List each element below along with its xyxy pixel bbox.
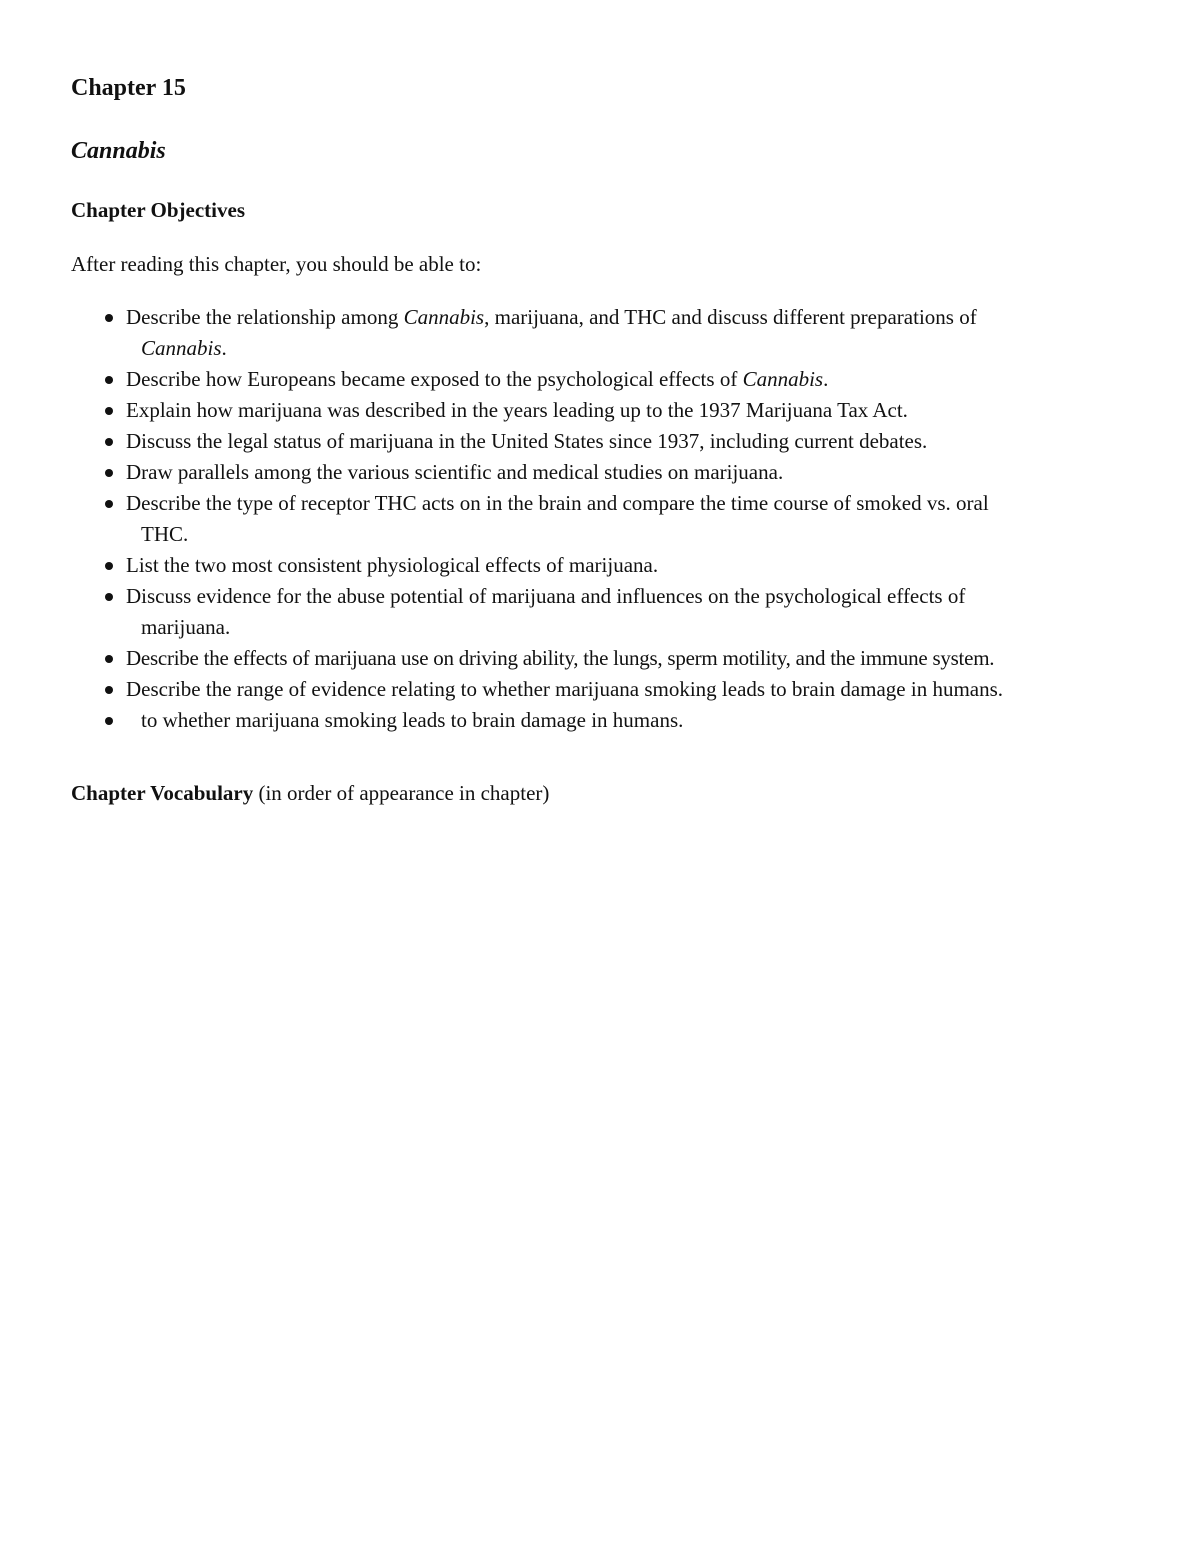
list-item — [71, 302, 1151, 364]
document-page — [71, 70, 1151, 809]
bullet-icon — [105, 469, 113, 477]
list-item — [71, 457, 1151, 488]
item-text: . — [221, 336, 227, 360]
item-text: , marijuana, and THC and discuss different preparations of — [484, 305, 977, 329]
bullet-icon — [105, 314, 113, 322]
chapter-title: Cannabis — [71, 138, 166, 164]
list-item — [71, 364, 1151, 395]
list-item — [71, 550, 1151, 581]
item-text: to whether marijuana smoking leads to brain damage in humans. — [141, 708, 684, 732]
item-text: List the two most consistent physiological effects of marijuana. — [126, 553, 659, 577]
objectives-intro: After reading this chapter, you should be able to: — [71, 252, 482, 276]
bullet-icon — [105, 376, 113, 384]
item-text: Draw parallels among the various scientific and medical studies on marijuana. — [126, 460, 784, 484]
item-continuation: THC. — [141, 522, 189, 546]
item-taxon: Cannabis — [742, 367, 824, 391]
list-item — [71, 705, 1151, 736]
item-text: Describe the type of receptor THC acts on in the brain and compare the time course of smoked vs. oral — [126, 491, 989, 515]
bullet-icon — [105, 500, 113, 508]
bullet-icon — [105, 407, 113, 415]
list-item — [71, 581, 1151, 643]
item-continuation — [126, 333, 1151, 364]
item-text: Explain how marijuana was described in the years leading up to the 1937 Marijuana Tax Act. — [126, 398, 908, 422]
list-item — [71, 643, 1151, 674]
vocabulary-label: Chapter Vocabulary — [71, 781, 254, 805]
bullet-icon — [105, 438, 113, 446]
item-text: Discuss the legal status of marijuana in the United States since 1937, including current debates. — [126, 429, 928, 453]
bullet-icon — [105, 593, 113, 601]
list-item — [71, 488, 1151, 550]
objectives-list — [71, 302, 1151, 736]
item-text: Describe the range of evidence relating to whether marijuana smoking leads to brain damage in humans. — [126, 677, 1004, 701]
chapter-number: Chapter 15 — [71, 75, 186, 101]
item-text: Discuss evidence for the abuse potential of marijuana and influences on the psychological effects of — [126, 584, 966, 608]
objectives-heading: Chapter Objectives — [71, 198, 245, 222]
bullet-icon — [105, 717, 113, 725]
list-item — [71, 395, 1151, 426]
bullet-icon — [105, 655, 113, 663]
item-text: . — [823, 367, 829, 391]
list-item — [71, 674, 1151, 705]
item-continuation: marijuana. — [141, 615, 231, 639]
item-text: Describe the effects of marijuana use on driving ability, the lungs, sperm motility, and the immune system. — [126, 646, 995, 670]
bullet-icon — [105, 562, 113, 570]
vocabulary-note: (in order of appearance in chapter) — [253, 781, 550, 805]
item-text: Describe the relationship among — [126, 305, 404, 329]
item-taxon: Cannabis — [403, 305, 485, 329]
bullet-icon — [105, 686, 113, 694]
item-taxon: Cannabis — [141, 336, 222, 360]
vocabulary-heading — [71, 777, 1151, 809]
item-text: Describe how Europeans became exposed to the psychological effects of — [126, 367, 743, 391]
list-item — [71, 426, 1151, 457]
